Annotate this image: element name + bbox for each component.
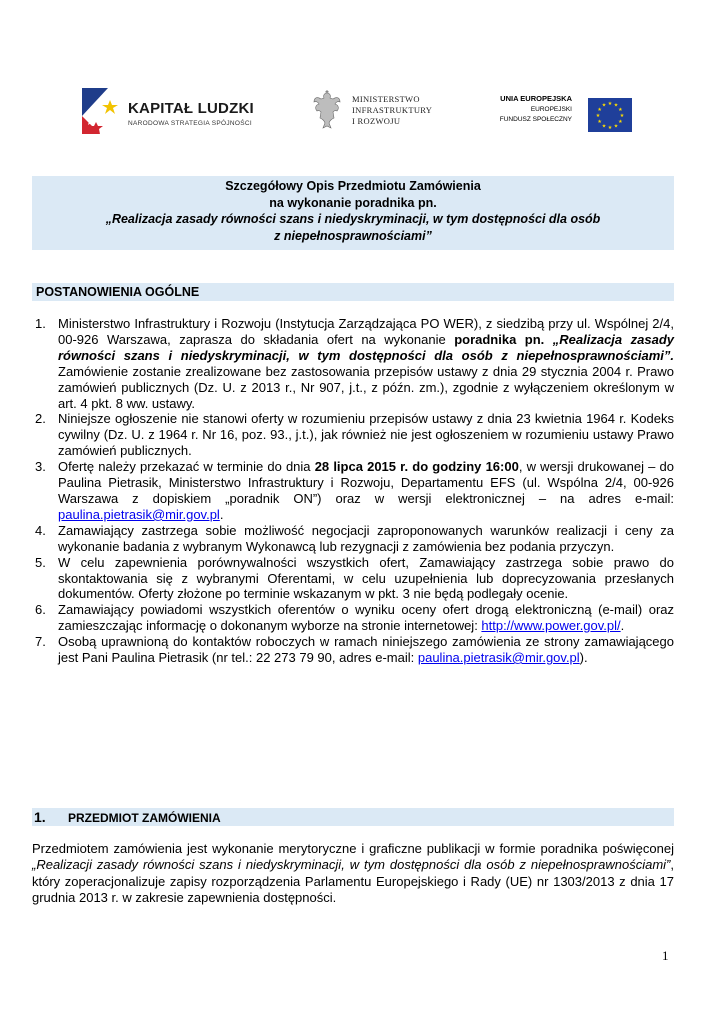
kapital-ludzki-title: KAPITAŁ LUDZKI xyxy=(128,100,254,117)
list-text: . xyxy=(219,506,224,522)
kapital-ludzki-logo xyxy=(80,84,270,140)
svg-text:★: ★ xyxy=(619,113,625,119)
list-number: 5. xyxy=(35,554,46,570)
list-number: 3. xyxy=(35,459,46,475)
list-text: , w wersji drukowanej – do Paulina Pietrasik, Ministerstwo Infrastruktury i Rozwoju, Departamentu EFS (ul. Wspólna 2/4, 00-926 Warszawa z dopiskiem „poradnik ON”) oraz w wersji elektronicznej – na adres e-mail: xyxy=(58,459,674,506)
document-title-box xyxy=(32,176,674,250)
list-text: W celu zapewnienia porównywalności wszystkich ofert, Zamawiający zastrzega sobie prawo do skontaktowania się z wybranymi Oferentami, w celu uzupełnienia lub doprecyzowania przesłanych dokumentów. Oferty złożone po terminie wskazanym w pkt. 3 nie będą podlegały ocenie. xyxy=(58,554,674,602)
svg-text:★: ★ xyxy=(595,113,601,119)
list-item xyxy=(32,523,674,555)
svg-text:★: ★ xyxy=(613,123,619,130)
website-link[interactable]: http://www.power.gov.pl/ xyxy=(481,618,621,634)
list-text: . xyxy=(620,618,625,634)
section-heading-subject xyxy=(32,808,674,826)
list-number: 1. xyxy=(35,316,46,331)
list-text: Osobą uprawnioną do kontaktów roboczych w ramach niniejszego zamówienia ze strony zamawiającego jest Pani Paulina Pietrasik (nr tel.: 22 273 79 90, adres e-mail: xyxy=(58,634,674,666)
ministry-line-2: INFRASTRUKTURY xyxy=(352,105,433,115)
eu-flag-icon xyxy=(588,98,632,132)
eu-line-1: UNIA EUROPEJSKA xyxy=(500,94,572,103)
list-item xyxy=(32,459,674,523)
svg-text:★: ★ xyxy=(618,119,623,125)
page-number: 1 xyxy=(662,948,669,963)
ministry-line-3: I ROZWOJU xyxy=(352,116,401,126)
title-line-4: z niepełnosprawnościami” xyxy=(274,228,432,243)
svg-text:★: ★ xyxy=(601,102,607,109)
svg-text:★: ★ xyxy=(601,123,607,130)
paragraph-italic-text: „Realizacji zasady równości szans i niedyskryminacji, w tym dostępności dla osób z niepełnosprawnościami” xyxy=(32,857,671,873)
list-text: Zamawiający zastrzega sobie możliwość negocjacji zaproponowanych warunków realizacji i ceny za wykonanie badania z wybranym Wykonawcą lub rezygnacji z zamówienia bez podania przyczyn. xyxy=(58,522,674,554)
svg-text:★: ★ xyxy=(597,119,602,125)
email-link[interactable]: paulina.pietrasik@mir.gov.pl xyxy=(417,650,580,666)
eu-line-3: FUNDUSZ SPOŁECZNY xyxy=(499,116,572,123)
list-item xyxy=(32,555,674,603)
eu-logo xyxy=(482,90,632,136)
svg-text:★: ★ xyxy=(607,125,613,131)
list-text: Ministerstwo Infrastruktury i Rozwoju (Instytucja Zarządzająca PO WER), z siedzibą przy ul. Wspólnej 2/4, 00-926 Warszawa, zaprasza do składania ofert na wykonanie xyxy=(58,316,674,347)
paragraph-text: , który zoperacjonalizuje zapisy rozporządzenia Parlamentu Europejskiego i Rady (UE) nr 1303/2013 z dnia 17 grudnia 2013 r. w zakresie zapewnienia dostępności. xyxy=(32,857,674,906)
paragraph-text: Przedmiotem zamówienia jest wykonanie merytoryczne i graficzne publikacji w formie poradnika poświęconej xyxy=(32,841,674,856)
title-line-2: na wykonanie poradnika pn. xyxy=(269,195,437,210)
list-item xyxy=(32,634,674,666)
header-logos xyxy=(80,84,640,140)
list-item xyxy=(32,602,674,634)
kapital-ludzki-subtitle: NARODOWA STRATEGIA SPÓJNOŚCI xyxy=(128,120,252,127)
kapital-ludzki-star-icon xyxy=(82,86,122,136)
list-number: 4. xyxy=(35,522,46,538)
title-line-3: „Realizacja zasady równości szans i niedyskryminacji, w tym dostępności dla osób xyxy=(105,212,601,226)
title-line-1: Szczegółowy Opis Przedmiotu Zamówienia xyxy=(225,179,481,193)
ministry-logo xyxy=(312,90,452,136)
eu-line-2: EUROPEJSKI xyxy=(530,106,572,113)
section-number: 1. xyxy=(34,809,46,825)
subject-paragraph xyxy=(32,841,674,907)
svg-text:★: ★ xyxy=(607,101,613,107)
list-text: Ofertę należy przekazać w terminie do dnia xyxy=(58,459,315,475)
svg-text:★: ★ xyxy=(613,102,619,109)
list-number: 7. xyxy=(35,634,46,650)
list-text: Zamówienie zostanie zrealizowane bez zastosowania przepisów ustawy z dnia 29 stycznia 2004 r. Prawo zamówień publicznych (Dz. U. z 2013 r., Nr 907, j.t., z późn. zm.), zgodnie z wyłączeniem określonym w art. 4 pkt. 8 ww. ustawy. xyxy=(58,363,674,411)
general-provisions-list xyxy=(32,316,674,666)
section-title: PRZEDMIOT ZAMÓWIENIA xyxy=(68,811,221,825)
section-heading-general: POSTANOWIENIA OGÓLNE xyxy=(32,283,674,301)
list-number: 6. xyxy=(35,602,46,618)
ministry-line-1: MINISTERSTWO xyxy=(352,94,420,104)
svg-text:★: ★ xyxy=(618,107,623,113)
list-text: ). xyxy=(579,650,588,666)
list-text: Niniejsze ogłoszenie nie stanowi oferty w rozumieniu przepisów ustawy z dnia 23 kwietnia 1964 r. Kodeks cywilny (Dz. U. z 1964 r. Nr 16, poz. 93., j.t.), jak również nie jest ogłoszeniem w rozumieniu ustawy Prawo zamówień publicznych. xyxy=(58,411,674,459)
eagle-emblem-icon xyxy=(312,90,342,130)
list-text: Zamawiający powiadomi wszystkich oferentów o wyniku oceny ofert drogą elektroniczną (e-mail) oraz zamieszczając informację o dokonanym wyborze na stronie internetowej: xyxy=(58,602,674,634)
list-bold-italic-text: „Realizacja zasady równości szans i niedyskryminacji, w tym dostępności dla osób z niepełnosprawnościami”. xyxy=(58,331,674,363)
list-item xyxy=(32,411,674,459)
list-bold-text: poradnika pn. xyxy=(454,331,545,347)
svg-text:★: ★ xyxy=(597,107,602,113)
deadline-text: 28 lipca 2015 r. do godziny 16:00 xyxy=(314,459,519,475)
list-item xyxy=(32,316,674,411)
email-link[interactable]: paulina.pietrasik@mir.gov.pl xyxy=(58,506,220,522)
list-number: 2. xyxy=(35,411,46,427)
